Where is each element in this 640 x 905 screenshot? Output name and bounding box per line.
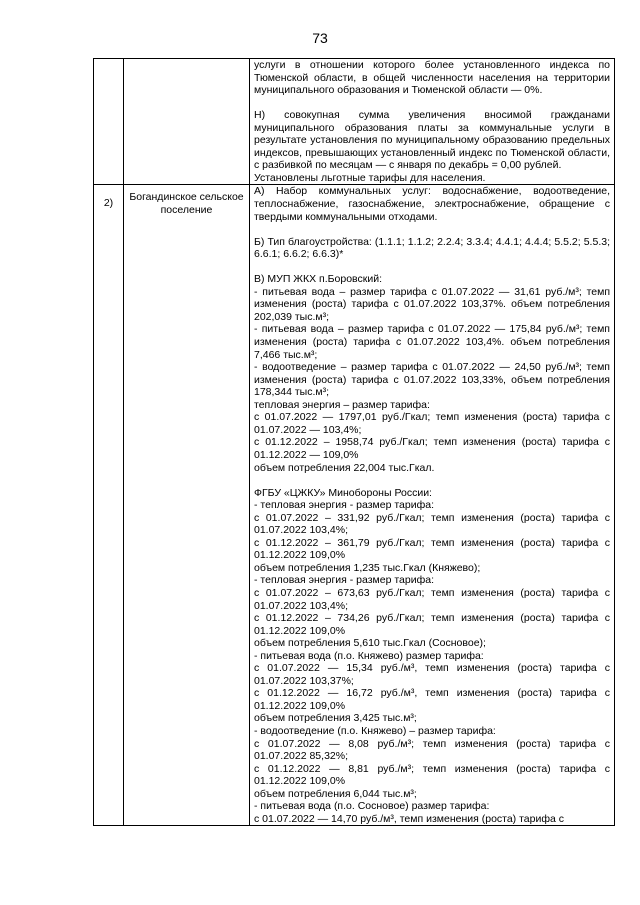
- paragraph-line: с 01.07.2022 — 14,70 руб./м³, темп изменения (роста) тарифа с: [254, 812, 564, 825]
- paragraph-line: Установлены льготные тарифы для населения.: [254, 171, 486, 184]
- tariff-table: [93, 58, 615, 826]
- paragraph-line: - питьевая вода (п.о. Княжево) размер тарифа:: [254, 649, 484, 662]
- paragraph-line: с 01.12.2022 — 8,81 руб./м³; темп изменения (роста) тарифа с 01.12.2022 109,0%: [254, 762, 610, 788]
- paragraph-line: с 01.12.2022 — 16,72 руб./м³, темп изменения (роста) тарифа с 01.12.2022 109,0%: [254, 687, 610, 712]
- settlement-name-cell: [124, 59, 250, 185]
- paragraph-line: Н) совокупная сумма увеличения вносимой гражданами муниципального образования платы за коммунальные услуги в результате установления по муниципальному образованию предельных индексов, превышающих установленный индекс по Тюменской области, с разбивкой по месяцам — с января по декабрь = 0,00 рублей.: [254, 109, 610, 172]
- paragraph-line: объем потребления 3,425 тыс.м³;: [254, 712, 417, 725]
- row-description-cell: [250, 185, 615, 826]
- paragraph-spacer: [254, 223, 610, 236]
- paragraph-line: с 01.07.2022 – 673,63 руб./Гкал; темп изменения (роста) тарифа с 01.07.2022 103,4%;: [254, 586, 610, 612]
- paragraph-line: В) МУП ЖКХ п.Боровский:: [254, 273, 382, 286]
- paragraph-line: объем потребления 6,044 тыс.м³;: [254, 787, 417, 800]
- paragraph-line: - питьевая вода – размер тарифа с 01.07.2022 — 31,61 руб./м³; темп изменения (роста) тарифа с 01.07.2022 103,37%. объем потребления 202,039 тыс.м³;: [254, 285, 610, 323]
- paragraph-line: - водоотведение (п.о. Княжево) – размер тарифа:: [254, 724, 496, 737]
- paragraph-line: объем потребления 5,610 тыс.Гкал (Сосновое);: [254, 637, 486, 650]
- paragraph-line: с 01.07.2022 — 15,34 руб./м³, темп изменения (роста) тарифа с 01.07.2022 103,37%;: [254, 662, 610, 687]
- paragraph-line: с 01.12.2022 – 1958,74 руб./Гкал; темп изменения (роста) тарифа с 01.12.2022 — 109,0%: [254, 436, 610, 461]
- table-row: [94, 185, 615, 826]
- paragraph-line: - тепловая энергия - размер тарифа:: [254, 574, 434, 587]
- settlement-name-cell: Богандинское сельское поселение: [124, 185, 250, 826]
- paragraph-line: с 01.07.2022 — 1797,01 руб./Гкал; темп изменения (роста) тарифа с 01.07.2022 — 103,4%;: [254, 411, 610, 436]
- row-description-cell: [250, 59, 615, 185]
- paragraph-spacer: [254, 474, 610, 487]
- paragraph-line: объем потребления 1,235 тыс.Гкал (Княжево);: [254, 561, 481, 574]
- paragraph-line: ФГБУ «ЦЖКУ» Минобороны России:: [254, 486, 432, 499]
- paragraph-line: А) Набор коммунальных услуг: водоснабжение, водоотведение, теплоснабжение, газоснабжение, электроснабжение, обращение с твердыми коммунальными отходами.: [254, 185, 610, 223]
- row-number-cell: [94, 59, 124, 185]
- row-number-cell: 2): [94, 185, 124, 826]
- paragraph-line: с 01.12.2022 – 734,26 руб./Гкал; темп изменения (роста) тарифа с 01.12.2022 109,0%: [254, 612, 610, 637]
- paragraph-line: тепловая энергия – размер тарифа:: [254, 398, 430, 411]
- paragraph-spacer: [254, 261, 610, 274]
- paragraph-line: с 01.12.2022 – 361,79 руб./Гкал; темп изменения (роста) тарифа с 01.12.2022 109,0%: [254, 536, 610, 562]
- paragraph-spacer: [254, 97, 610, 110]
- page-number: 73: [312, 30, 328, 46]
- paragraph-line: с 01.07.2022 — 8,08 руб./м³; темп изменения (роста) тарифа с 01.07.2022 85,32%;: [254, 737, 610, 763]
- paragraph-line: услуги в отношении которого более установленного индекса по Тюменской области, в общей численности населения на территории муниципального образования и Тюменской области — 0%.: [254, 59, 610, 97]
- paragraph-line: - питьевая вода – размер тарифа с 01.07.2022 — 175,84 руб./м³; темп изменения (роста) тарифа с 01.07.2022 103,4%. объем потребления 7,466 тыс.м³;: [254, 323, 610, 361]
- paragraph-line: Б) Тип благоустройства: (1.1.1; 1.1.2; 2.2.4; 3.3.4; 4.4.1; 4.4.4; 5.5.2; 5.5.3; 6.6.1; 6.6.2; 6.6.3)*: [254, 235, 610, 261]
- table-row: [94, 59, 615, 185]
- paragraph-line: - тепловая энергия - размер тарифа:: [254, 499, 434, 512]
- paragraph-line: - водоотведение – размер тарифа с 01.07.2022 — 24,50 руб./м³; темп изменения (роста) тарифа с 01.07.2022 103,33%, объем потребления 178,344 тыс.м³;: [254, 361, 610, 399]
- paragraph-line: объем потребления 22,004 тыс.Гкал.: [254, 461, 435, 474]
- paragraph-line: - питьевая вода (п.о. Сосновое) размер тарифа:: [254, 800, 490, 813]
- paragraph-line: с 01.07.2022 – 331,92 руб./Гкал; темп изменения (роста) тарифа с 01.07.2022 103,4%;: [254, 511, 610, 537]
